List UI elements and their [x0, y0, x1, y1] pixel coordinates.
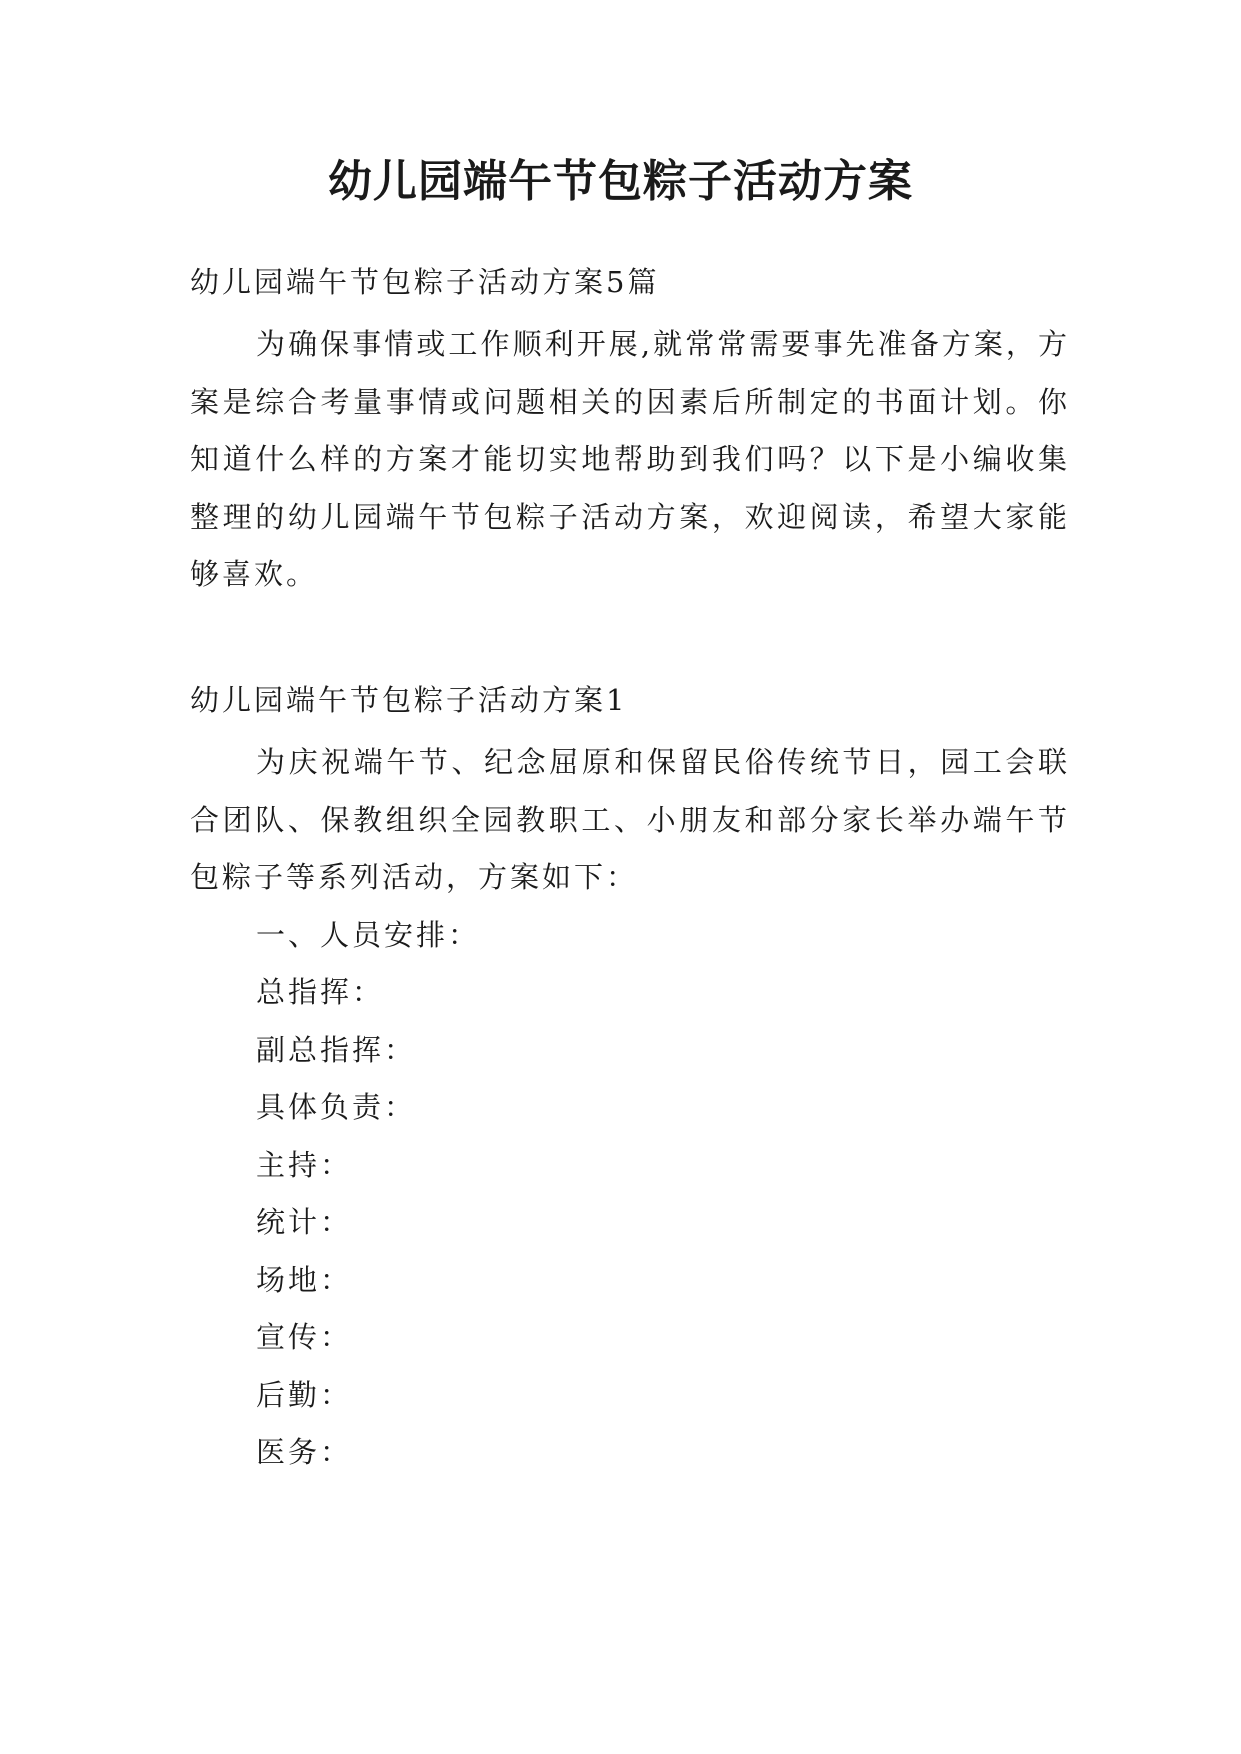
list-item: 场地： [256, 1262, 353, 1297]
intro-heading: 幼儿园端午节包粽子活动方案5篇 [190, 265, 660, 299]
section-1-paragraph: 为庆祝端午节、纪念屈原和保留民俗传统节日，园工会联合团队、保教组织全园教职工、小朋友和部分家长举办端午节包粽子等系列活动，方案如下： [190, 745, 1070, 894]
section-1 [190, 680, 1070, 1482]
list-item: 主持： [256, 1147, 353, 1182]
list-item: 统计： [256, 1205, 353, 1239]
list-item: 具体负责： [256, 1090, 417, 1124]
list-item: 总指挥： [256, 975, 385, 1009]
intro-paragraph: 为确保事情或工作顺利开展,就常常需要事先准备方案，方案是综合考量事情或问题相关的因素后所制定的书面计划。你知道什么样的方案才能切实地帮助到我们吗？以下是小编收集整理的幼儿园端午节包粽子活动方案，欢迎阅读，希望大家能够喜欢。 [190, 327, 1070, 591]
list-item: 后勤： [256, 1377, 353, 1412]
section-1-heading: 幼儿园端午节包粽子活动方案1 [190, 683, 628, 717]
staff-list [190, 907, 1070, 1482]
intro-section [190, 262, 1070, 604]
document-title: 幼儿园端午节包粽子活动方案 [328, 156, 913, 207]
list-item: 医务： [256, 1435, 353, 1469]
list-item: 一、人员安排： [256, 917, 481, 952]
list-item: 宣传： [256, 1320, 353, 1354]
list-item: 副总指挥： [256, 1032, 417, 1067]
